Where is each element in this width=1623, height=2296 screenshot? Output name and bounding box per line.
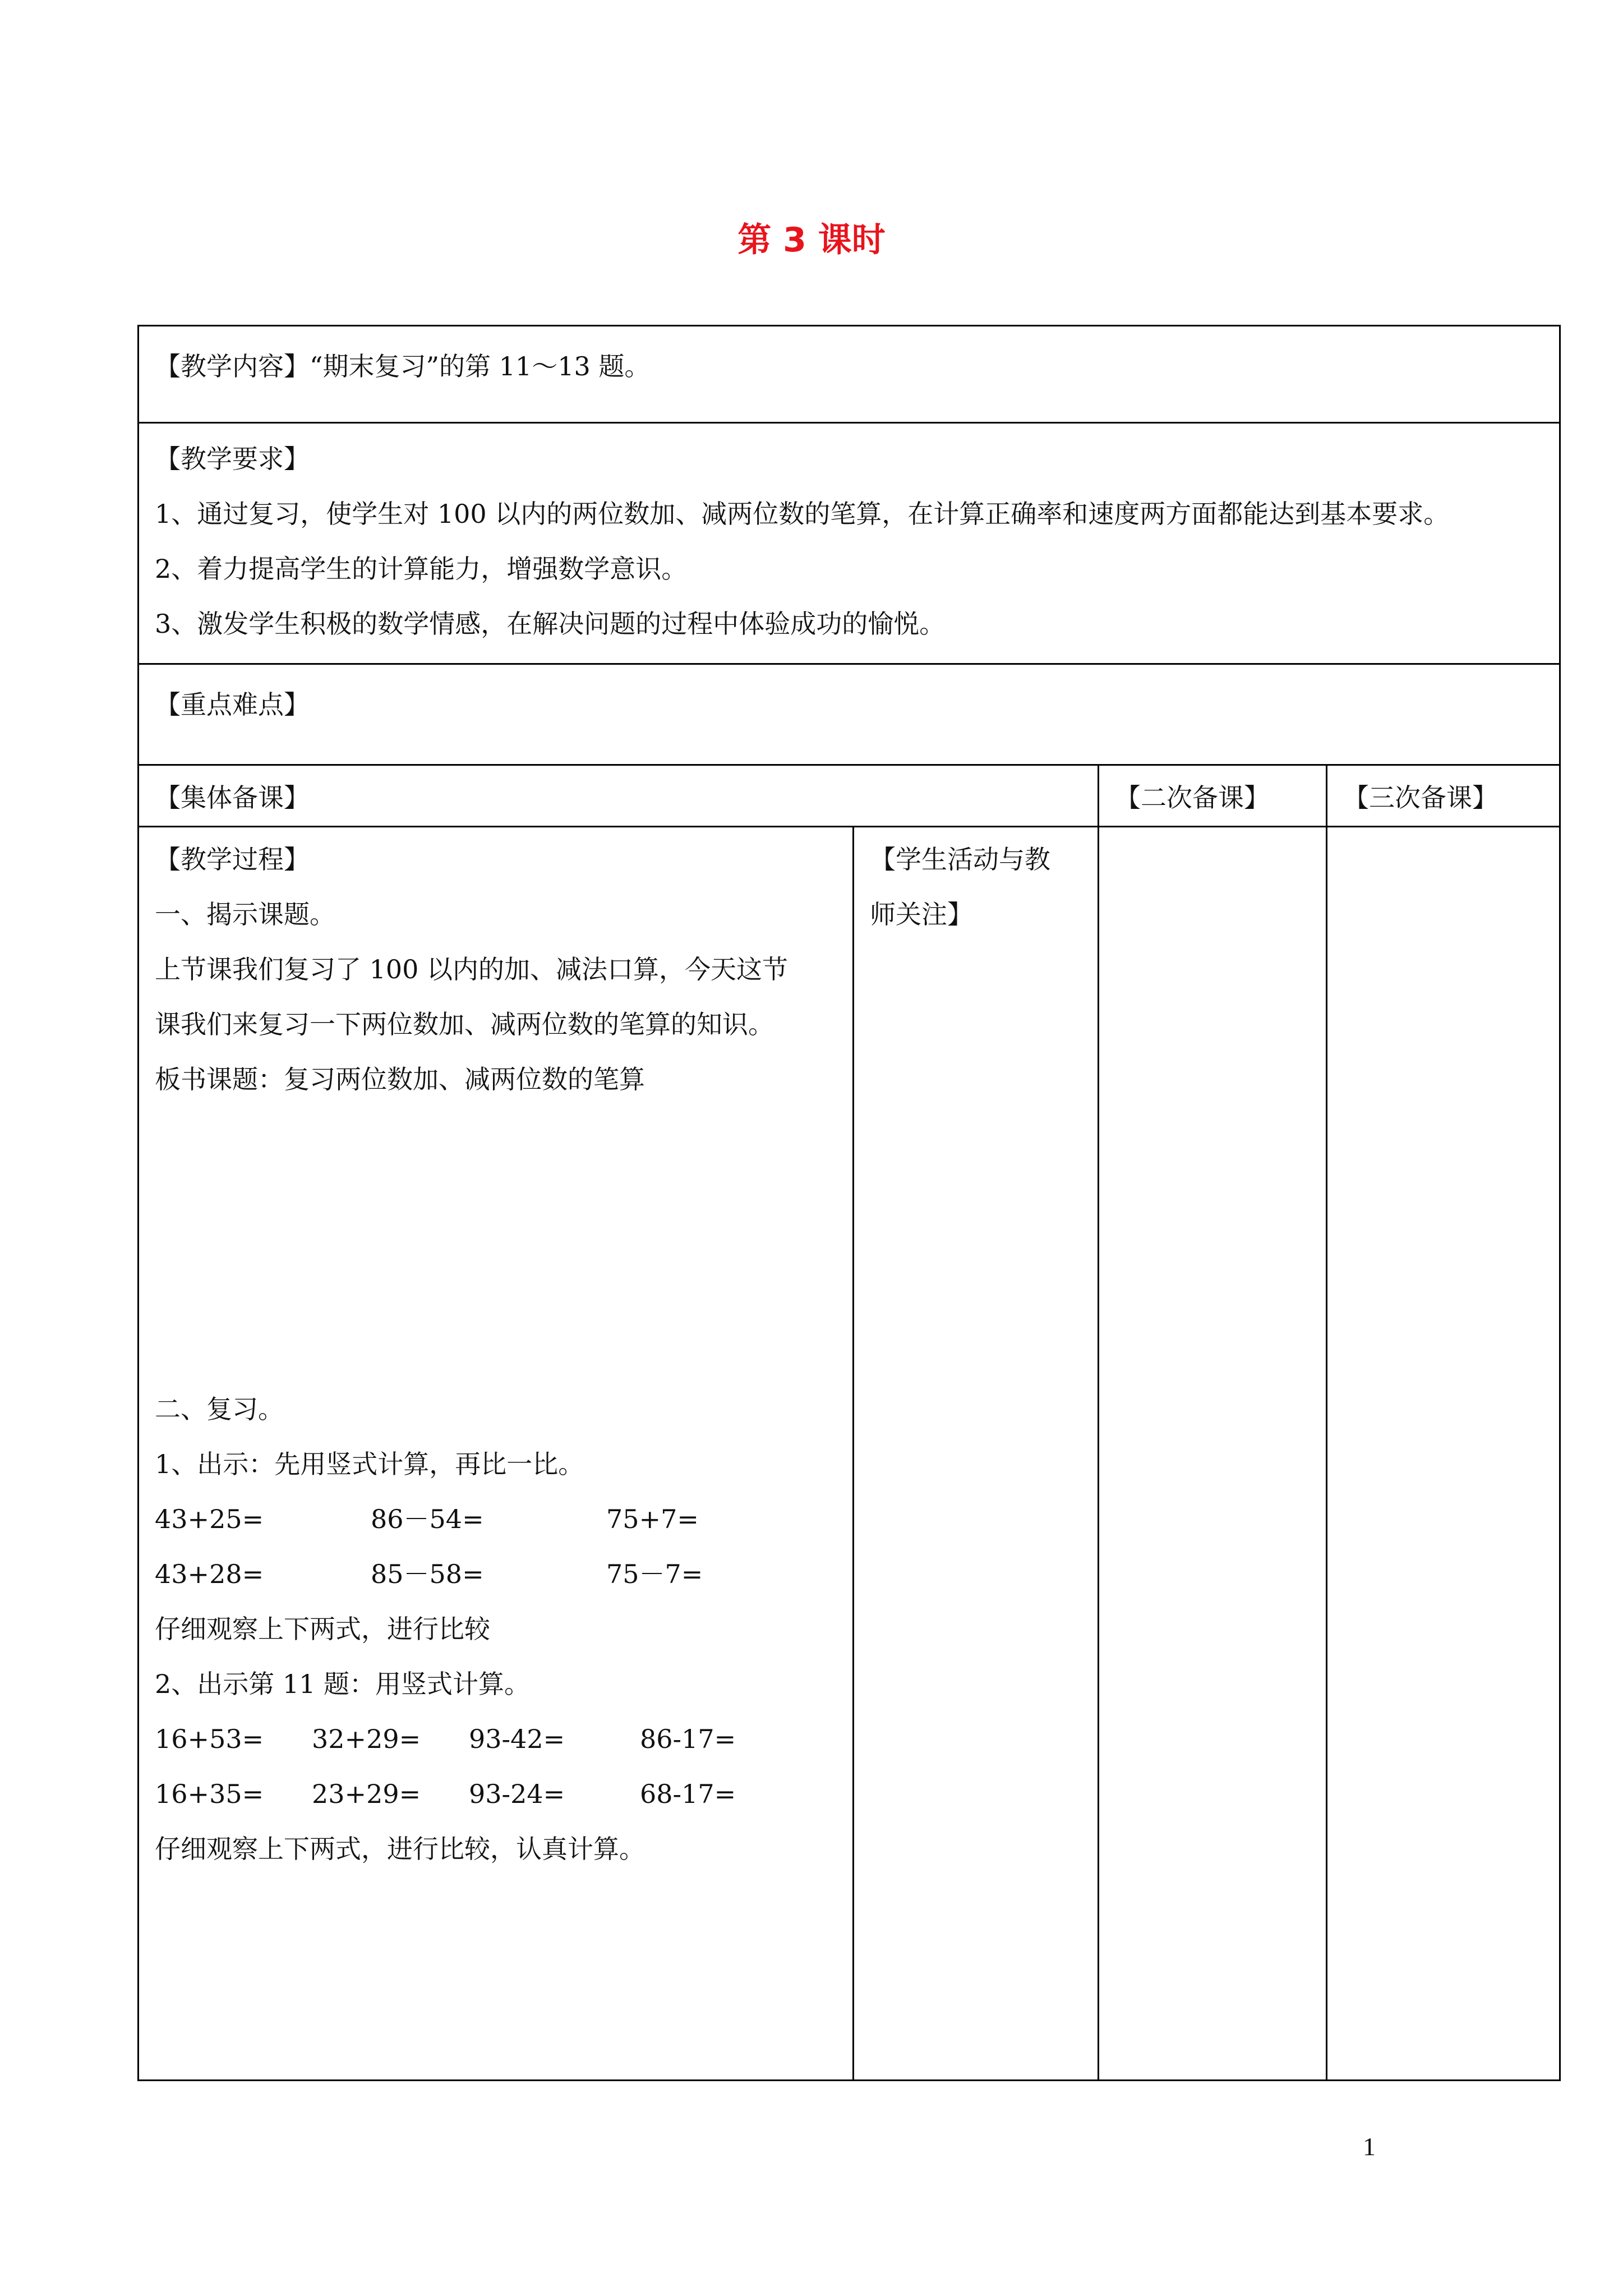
equation: 32+29= — [312, 1724, 421, 1754]
third-prep-cell — [1327, 827, 1560, 2081]
equation: 16+53= — [155, 1724, 264, 1754]
item1-row — [155, 1547, 852, 1602]
requirement-item: 2、着力提高学生的计算能力，增强数学意识。 — [155, 554, 688, 584]
item1-title: 1、出示：先用竖式计算，再比一比。 — [155, 1449, 584, 1479]
collective-header-cell — [139, 765, 1099, 827]
student-activity-heading-cont: 师关注】 — [870, 899, 973, 930]
requirements-cell — [139, 423, 1560, 664]
part2-title: 二、复习。 — [155, 1394, 284, 1424]
equation: 93-24= — [469, 1779, 565, 1809]
equation: 93-42= — [469, 1724, 565, 1754]
equation: 86-17= — [640, 1724, 736, 1754]
equation: 23+29= — [312, 1779, 421, 1809]
requirement-item: 3、激发学生积极的数学情感，在解决问题的过程中体验成功的愉悦。 — [155, 609, 946, 639]
equation: 43+25= — [155, 1504, 264, 1534]
content-cell — [139, 326, 1560, 423]
key-points-heading: 【重点难点】 — [155, 689, 310, 720]
equation: 86－54= — [371, 1504, 484, 1534]
item1-note: 仔细观察上下两式，进行比较 — [155, 1614, 490, 1644]
part1-line: 课我们来复习一下两位数加、减两位数的笔算的知识。 — [155, 1009, 774, 1039]
part1-line: 板书课题：复习两位数加、减两位数的笔算 — [155, 1064, 645, 1094]
third-header-cell — [1327, 765, 1560, 827]
equation: 43+28= — [155, 1559, 264, 1589]
page-title: 第 3 课时 — [737, 220, 886, 260]
item2-note: 仔细观察上下两式，进行比较，认真计算。 — [155, 1834, 645, 1864]
equation: 68-17= — [640, 1779, 736, 1809]
key-points-cell — [139, 664, 1560, 765]
student-activity-heading: 【学生活动与教 — [870, 844, 1050, 875]
item2-row — [155, 1711, 852, 1766]
part1-line: 上节课我们复习了 100 以内的加、减法口算，今天这节 — [155, 954, 789, 984]
item2-title: 2、出示第 11 题：用竖式计算。 — [155, 1669, 531, 1699]
requirements-heading: 【教学要求】 — [155, 444, 310, 474]
process-cell — [139, 827, 854, 2081]
second-header-cell — [1099, 765, 1327, 827]
page-number: 1 — [1363, 2132, 1376, 2161]
item2-row — [155, 1766, 852, 1821]
requirement-item: 1、通过复习，使学生对 100 以内的两位数加、减两位数的笔算，在计算正确率和速度两方面都能达到基本要求。 — [155, 499, 1450, 529]
equation: 16+35= — [155, 1779, 264, 1809]
part1-title: 一、揭示课题。 — [155, 899, 335, 930]
collective-prep-header: 【集体备课】 — [155, 783, 310, 813]
third-prep-header: 【三次备课】 — [1343, 783, 1498, 813]
equation: 75－7= — [606, 1559, 703, 1589]
lesson-plan-table — [137, 325, 1561, 2081]
second-prep-header: 【二次备课】 — [1115, 783, 1270, 813]
equation: 75+7= — [606, 1504, 699, 1534]
student-activity-cell — [854, 827, 1099, 2081]
equation: 85－58= — [371, 1559, 484, 1589]
process-heading: 【教学过程】 — [155, 844, 310, 875]
second-prep-cell — [1099, 827, 1327, 2081]
teaching-content: 【教学内容】“期末复习”的第 11～13 题。 — [155, 351, 651, 381]
item1-row — [155, 1492, 852, 1547]
